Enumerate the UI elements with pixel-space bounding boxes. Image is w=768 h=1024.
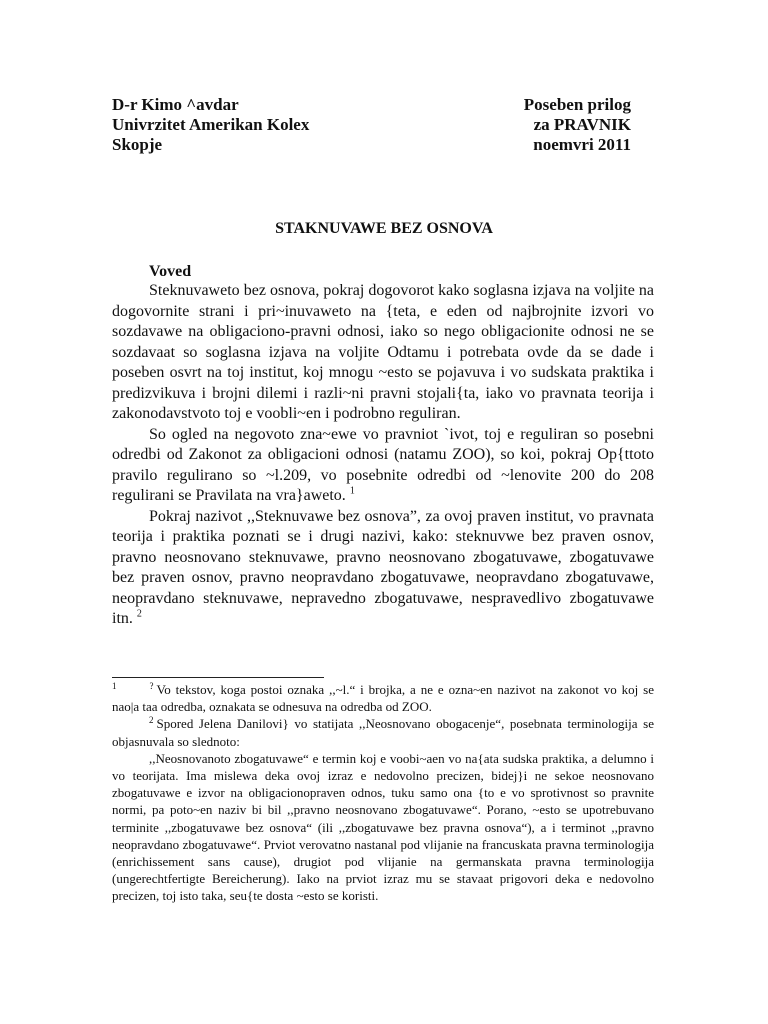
footnote-separator bbox=[112, 677, 324, 678]
paragraph-1 bbox=[112, 281, 654, 425]
paragraph-1-text: Steknuvaweto bez osnova, pokraj dogovorot kako soglasna izjava na voljite na dogovornite strani i pri~inuvaweto na {teta, e eden od najbrojnite izvori vo sozdavawe na obligaciono-pravni odnosi, iako so nego obligacionite odnosi ne se sozdavaat so soglasna izjava na voljite Odtamu i potrebata ovde da se dade i poseben osvrt na toj institut, koj mnogu ~esto se pojavuva i vo sudskata praktika i predizvikuva i brojni dilemi i razli~ni pravni stojali{ta, iako vo pravnata teorija i zakonodavstvoto toj e voobli~en i podrobno reguliran. bbox=[112, 282, 654, 422]
paragraph-3-text: Pokraj nazivot ,,Steknuvawe bez osnova”, za ovoj praven institut, vo pravnata teorija i praktika poznati se i drugi nazivi, kako: steknuvwe bez praven osnov, pravno neosnovano steknuvawe, pravno neosnovano zbogatuvawe, zbogatuvawe bez praven osnov, pravno neopravdano zbogatuvawe, neopravdano zbogatuvawe, neopravdano steknuvawe, nepravedno zbogatuvawe, nespravedlivo zbogatuvawe itn. bbox=[112, 507, 654, 627]
paragraph-2 bbox=[112, 425, 654, 507]
journal-name: za PRAVNIK bbox=[533, 115, 631, 134]
author-name: D-r Kimo ^avdar bbox=[112, 95, 239, 114]
paragraph-3 bbox=[112, 507, 654, 630]
author-institution: Univrzitet Amerikan Kolex bbox=[112, 115, 310, 134]
footnote-1 bbox=[112, 681, 654, 715]
author-city: Skopje bbox=[112, 135, 163, 154]
footnote-ref-2[interactable]: 2 bbox=[136, 608, 142, 620]
footnote-2-text: Spored Jelena Danilovi} vo statijata ,,Neosnovano obogacenje“, posebnata terminologija se objasnuvala so slednoto: bbox=[112, 716, 654, 749]
footnote-1-text: Vo tekstov, koga postoi oznaka ,,~l.“ i brojka, a ne e ozna~en nazivot na zakonot vo koj se nao|a taa odredba, oznakata se odnesuva na odredba od ZOO. bbox=[112, 682, 654, 715]
footnotes bbox=[112, 681, 654, 905]
section-heading: Voved bbox=[149, 263, 192, 280]
footnote-2-quote: ,,Neosnovanoto zbogatuvawe“ e termin koj e voobi~aen vo na{ata sudska praktika, a delumno i vo teorijata. Ima mislewa deka ovoj izraz e nedovolno precizen, bidej}i ne sekoe neosnovano zbogatuvawe e izvor na obligacionopraven odnos, tuku samo ona {to e vo sprotivnost so pravnite normi, pa poto~en naziv bi bil ,,pravno neosnovano zbogatuvawe“. Porano, ~esto se upotrebuvano terminite ,,zbogatuvawe bez osnova“ (ili ,,zbogatuvawe bez pravna osnova“), a i terminot ,,pravno neopravdano zbogatuvawe“. Prviot verovatno nastanal pod vlijanie na francuskata pravna terminologija (enrichissement sans cause), drugiot pod vlijanie na germanskata pravna terminologija (ungerechtfertigte Bereicherung). Iako na prviot izraz mu se stavaat prigovori deka e nedovolno precizen, toj isto taka, seu{te dosta ~esto se koristi. bbox=[112, 750, 654, 904]
document-title: STAKNUVAWE BEZ OSNOVA bbox=[275, 220, 493, 237]
publication-date: noemvri 2011 bbox=[533, 135, 631, 154]
paragraph-2-text: So ogled na negovoto zna~ewe vo pravniot `ivot, toj e reguliran so posebni odredbi od Zakonot za obligacioni odnosi (natamu ZOO), so koi, pokraj Op{ttoto pravilo regulirano so ~l.209, vo posebnite odredbi od ~lenovite 200 do 208 regulirani se Pravilata na vra}aweto. bbox=[112, 425, 654, 504]
footnote-2 bbox=[112, 715, 654, 749]
footnote-1-marker: 1 bbox=[112, 680, 117, 691]
footnote-ref-1[interactable]: 1 bbox=[349, 485, 355, 497]
publication-label: Poseben prilog bbox=[523, 95, 631, 114]
footnote-1-marker-b: ? bbox=[149, 680, 154, 691]
footnote-2-marker: 2 bbox=[149, 715, 154, 726]
body-text bbox=[112, 281, 654, 630]
